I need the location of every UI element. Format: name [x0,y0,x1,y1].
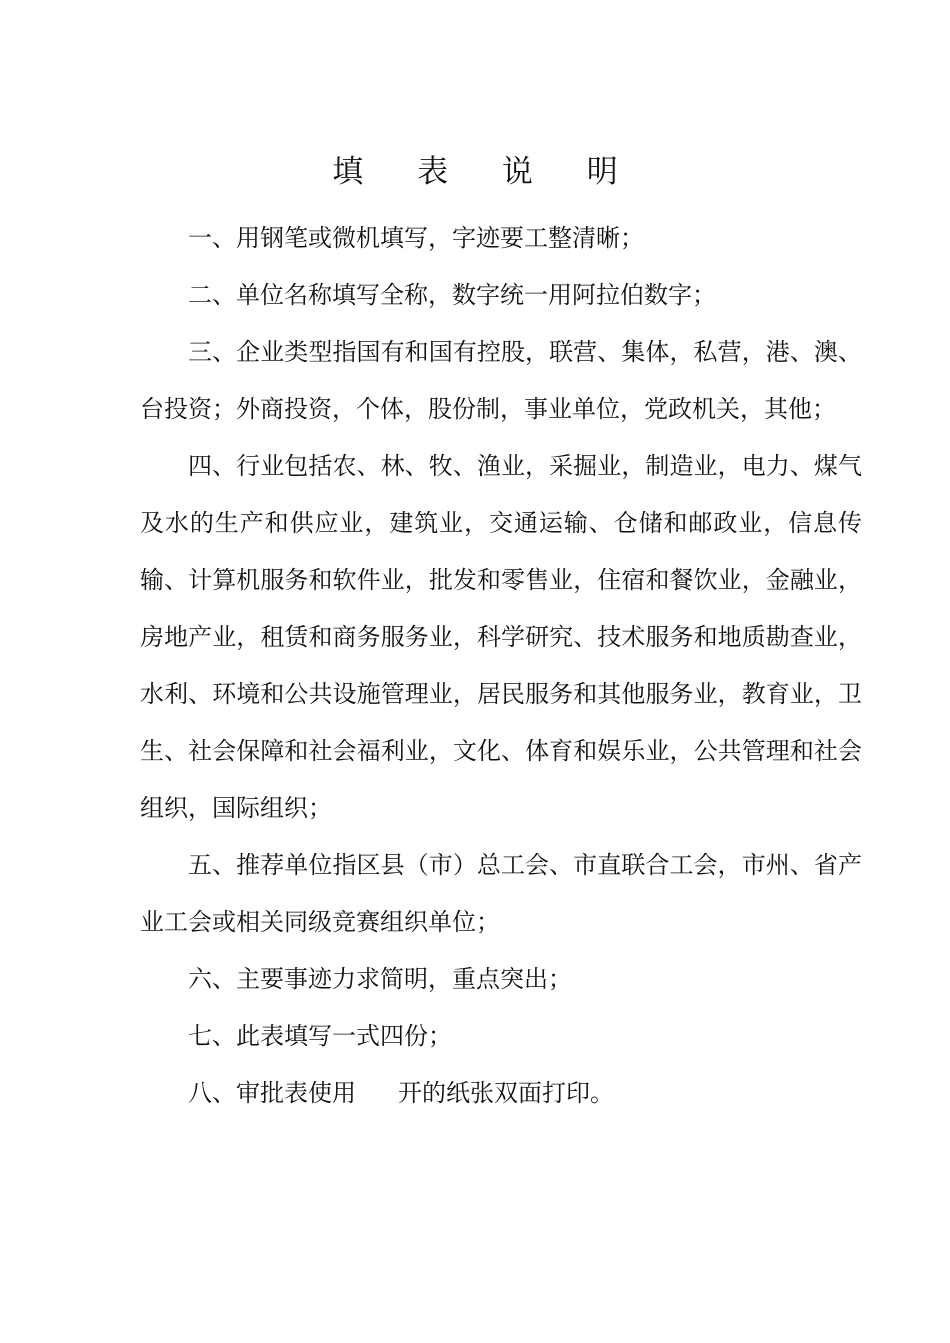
instruction-item-8-end: 开的纸张双面打印。 [398,1079,614,1107]
instruction-item-2: 二、单位名称填写全称，数字统一用阿拉伯数字； [188,281,716,309]
instruction-item-1: 一、用钢笔或微机填写，字迹要工整清晰； [188,224,644,252]
instruction-item-7: 七、此表填写一式四份； [188,1022,452,1050]
instruction-item-6: 六、主要事迹力求简明，重点突出； [188,965,572,993]
instructions-body [140,210,862,1122]
instruction-item-8-start: 八、审批表使用 [188,1079,356,1107]
page-title: 填 表 说 明 [332,154,640,190]
instruction-item-8 [140,1065,862,1122]
instruction-item-5: 五、推荐单位指区县（市）总工会、市直联合工会，市州、省产业工会或相关同级竞赛组织单位； [140,851,862,936]
instruction-item-3: 三、企业类型指国有和国有控股，联营、集体，私营，港、澳、台投资；外商投资，个体，股份制，事业单位，党政机关，其他； [140,338,862,423]
instruction-item-4: 四、行业包括农、林、牧、渔业，采掘业，制造业，电力、煤气及水的生产和供应业，建筑业，交通运输、仓储和邮政业，信息传输、计算机服务和软件业，批发和零售业，住宿和餐饮业，金融业，房地产业，租赁和商务服务业，科学研究、技术服务和地质勘查业，水利、环境和公共设施管理业，居民服务和其他服务业，教育业，卫生、社会保障和社会福利业，文化、体育和娱乐业，公共管理和社会组织，国际组织； [140,452,862,822]
